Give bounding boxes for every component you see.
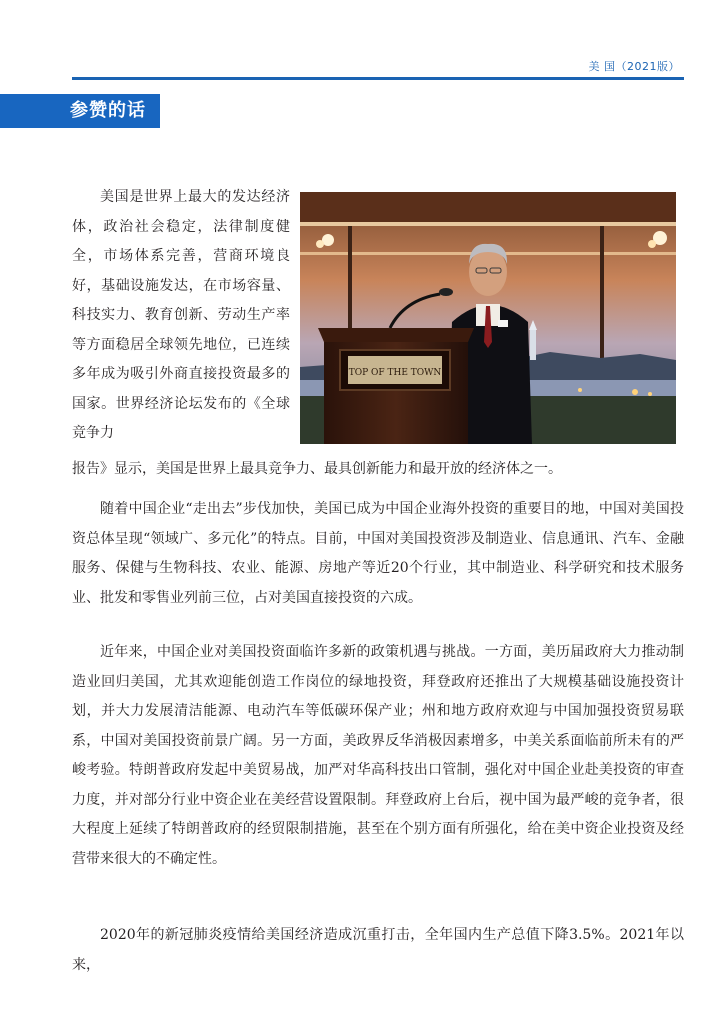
paragraph-1-continued (72, 455, 684, 485)
podium-sign: TOP OF THE TOWN (348, 368, 442, 378)
header-edition: （2021版） (615, 60, 680, 73)
paragraph-2 (72, 495, 684, 613)
paragraph-4 (72, 921, 684, 980)
header-country: 美 国 (588, 60, 616, 73)
header-divider (72, 77, 684, 80)
running-header (589, 58, 681, 74)
paragraph-1-part-2: 报告》显示，美国是世界上最具竞争力、最具创新能力和最开放的经济体之一。 (72, 461, 562, 477)
counselor-speech-photo (300, 192, 676, 444)
paragraph-2-text: 随着中国企业“走出去”步伐加快，美国已成为中国企业海外投资的重要目的地，中国对美国投资总体呈现“领域广、多元化”的特点。目前，中国对美国投资涉及制造业、信息通讯、汽车、金融服务、保健与生物科技、农业、能源、房地产等近20个行业，其中制造业、科学研究和技术服务业、批发和零售业列前三位，占对美国直接投资的六成。 (72, 501, 684, 606)
paragraph-3 (72, 638, 684, 874)
paragraph-1-part-1: 美国是世界上最大的发达经济体，政治社会稳定，法律制度健全，市场体系完善，营商环境良好，基础设施发达，在市场容量、科技实力、教育创新、劳动生产率等方面稳居全球领先地位，已连续多年成为吸引外商直接投资最多的国家。世界经济论坛发布的《全球竞争力 (72, 189, 290, 441)
paragraph-4-text: 2020年的新冠肺炎疫情给美国经济造成沉重打击，全年国内生产总值下降3.5%。2021年以来， (72, 927, 684, 973)
paragraph-3-text: 近年来，中国企业对美国投资面临许多新的政策机遇与挑战。一方面，美历届政府大力推动制造业回归美国，尤其欢迎能创造工作岗位的绿地投资，拜登政府还推出了大规模基础设施投资计划，并大力发展清洁能源、电动汽车等低碳环保产业；州和地方政府欢迎与中国加强投资贸易联系，中国对美国投资前景广阔。另一方面，美政界反华消极因素增多，中美关系面临前所未有的严峻考验。特朗普政府发起中美贸易战，加严对华高科技出口管制，强化对中国企业赴美投资的审查力度，并对部分行业中资企业在美经营设置限制。拜登政府上台后，视中国为最严峻的竞争者，很大程度上延续了特朗普政府的经贸限制措施，甚至在个别方面有所强化，给在美中资企业投资及经营带来很大的不确定性。 (72, 644, 684, 867)
section-title: 参赞的话 (0, 94, 160, 128)
paragraph-1-intro (72, 183, 290, 449)
